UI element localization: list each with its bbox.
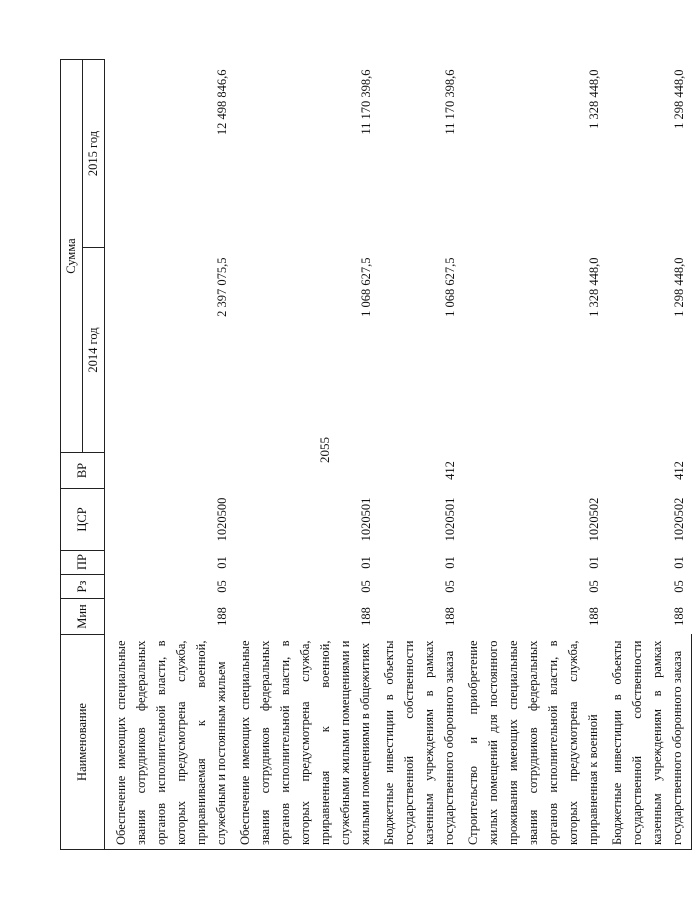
row-rz: 05 xyxy=(443,580,457,593)
row-pr: 01 xyxy=(443,556,457,569)
row-pr: 01 xyxy=(359,556,373,569)
row-name: Строительство и приобретение жилых помещений для постоянного проживания имеющих специальные звания сотрудников федеральных органов исполнительной власти, в которых предусмотрена служба, приравненная к военной xyxy=(463,635,607,850)
row-2015: 1 328 448,0 xyxy=(587,69,601,129)
row-2015: 12 498 846,6 xyxy=(215,69,229,136)
row-csr: 1020502 xyxy=(587,497,601,542)
table-row xyxy=(463,60,607,850)
page-number: 2055 xyxy=(317,437,332,463)
row-vr xyxy=(463,453,607,489)
row-name: Обеспечение имеющих специальные звания сотрудников федеральных органов исполнительной власти, в которых предусмотрена служба, приравненная к военной, служебными жилыми помещениями и жилыми помещениями в общежитиях xyxy=(235,635,379,850)
row-csr: 1020500 xyxy=(215,497,229,542)
row-min: 188 xyxy=(215,607,229,626)
row-pr: 01 xyxy=(671,556,686,569)
row-rz: 05 xyxy=(671,580,686,593)
row-rz: 05 xyxy=(215,580,229,593)
header-rz: Рз xyxy=(61,575,105,599)
header-min: Мин xyxy=(61,599,105,635)
row-2014: 1 068 627,5 xyxy=(443,257,457,317)
table-row xyxy=(105,60,236,850)
row-min: 188 xyxy=(587,607,601,626)
row-vr: 412 xyxy=(443,461,457,480)
row-vr xyxy=(105,453,236,489)
row-2015: 11 170 398,6 xyxy=(443,69,457,135)
row-min: 188 xyxy=(671,607,686,626)
table-row xyxy=(379,60,463,850)
rotated-page-content xyxy=(60,60,686,850)
row-2014: 1 298 448,0 xyxy=(671,257,686,317)
row-csr: 1020502 xyxy=(671,497,686,542)
header-name: Наименование xyxy=(61,635,105,850)
header-csr: ЦСР xyxy=(61,489,105,551)
row-2015: 11 170 398,6 xyxy=(359,69,373,135)
row-name: Обеспечение имеющих специальные звания сотрудников федеральных органов исполнительной власти, в которых предусмотрена служба, приравниваемая к военной, служебным и постоянным жильем xyxy=(105,635,236,850)
row-csr: 1020501 xyxy=(359,497,373,542)
table-row xyxy=(235,60,379,850)
row-name: Бюджетные инвестиции в объекты государственной собственности казенным учреждениям в рамках государственного оборонного заказа xyxy=(379,635,463,850)
header-2015: 2015 год xyxy=(83,60,105,248)
row-rz: 05 xyxy=(359,580,373,593)
table-row xyxy=(607,60,692,850)
row-csr: 1020501 xyxy=(443,497,457,542)
header-vr: ВР xyxy=(61,453,105,489)
header-pr: ПР xyxy=(61,551,105,575)
row-2014: 1 068 627,5 xyxy=(359,257,373,317)
row-vr xyxy=(235,453,379,489)
row-rz: 05 xyxy=(587,580,601,593)
row-name: Бюджетные инвестиции в объекты государственной собственности казенным учреждениям в рамках государственного оборонного заказа xyxy=(607,635,692,850)
row-pr: 01 xyxy=(587,556,601,569)
header-row-1 xyxy=(61,60,83,850)
budget-table xyxy=(60,59,692,850)
row-min: 188 xyxy=(359,607,373,626)
header-sum: Сумма xyxy=(61,60,83,453)
row-pr: 01 xyxy=(215,556,229,569)
row-2014: 2 397 075,5 xyxy=(215,257,229,317)
row-2015: 1 298 448,0 xyxy=(671,69,686,129)
row-min: 188 xyxy=(443,607,457,626)
row-vr: 412 xyxy=(671,461,686,480)
row-2014: 1 328 448,0 xyxy=(587,257,601,317)
header-2014: 2014 год xyxy=(83,248,105,453)
